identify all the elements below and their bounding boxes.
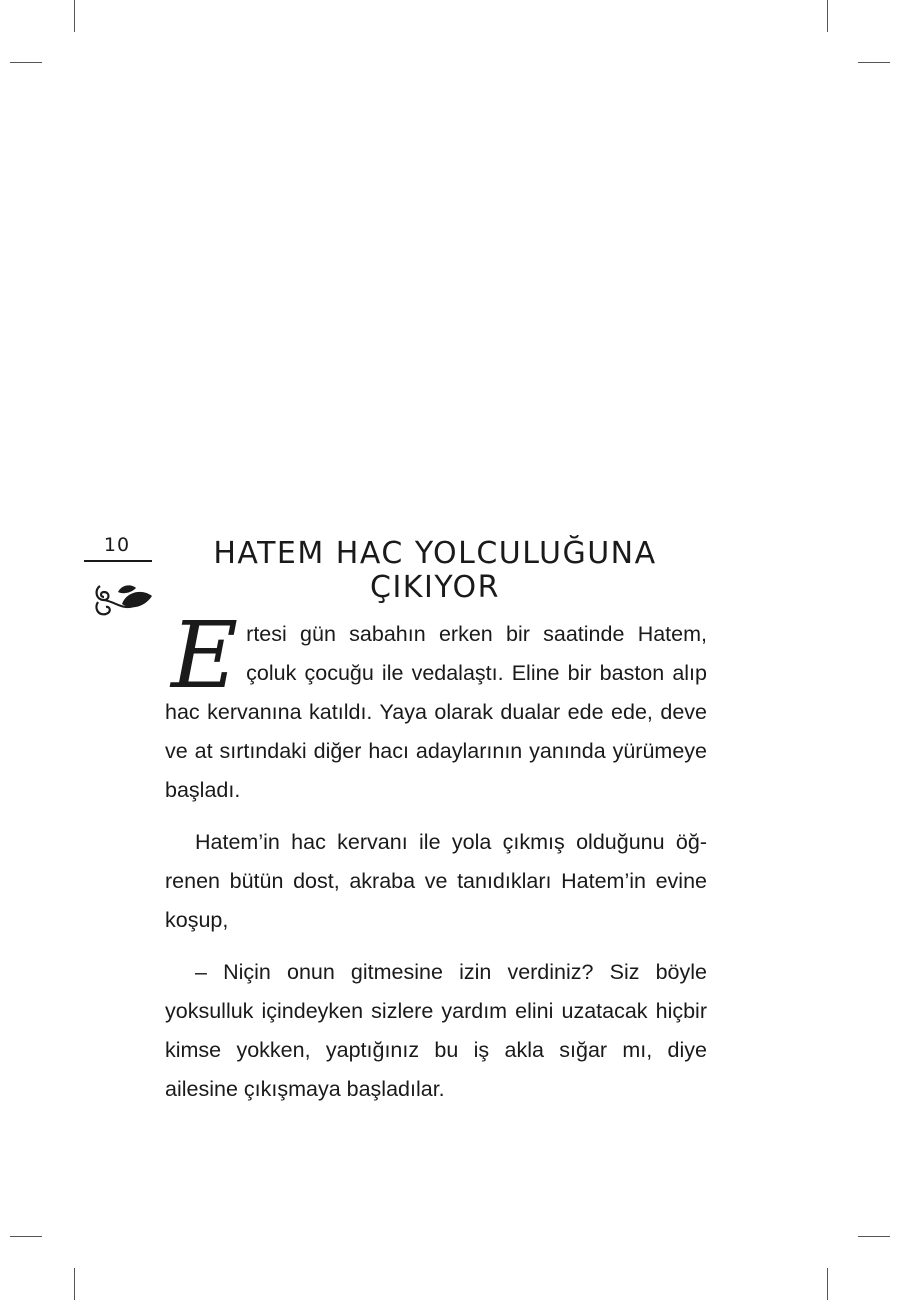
chapter-title-line-1: HATEM HAC YOLCULUĞUNA xyxy=(213,536,657,571)
crop-mark-bottom-right-vertical xyxy=(827,1268,828,1300)
chapter-title xyxy=(165,537,705,605)
crop-mark-top-right-vertical xyxy=(827,0,828,32)
page-number-rule xyxy=(84,560,152,562)
paragraph-2: Hatem’in hac kervanı ile yola çıkmış olduğunu öğrenen bütün dost, akraba ve tanıdıkları Hatem’in evine koşup, xyxy=(165,830,707,932)
body-text xyxy=(165,602,707,1122)
crop-mark-bottom-left-vertical xyxy=(74,1268,75,1300)
chapter-title-line-2: ÇIKIYOR xyxy=(370,570,500,605)
crop-mark-bottom-right-horizontal xyxy=(858,1236,890,1237)
crop-mark-top-left-horizontal xyxy=(10,62,42,63)
drop-cap-letter: E xyxy=(171,602,239,709)
floral-ornament-icon xyxy=(92,580,154,620)
crop-mark-bottom-left-horizontal xyxy=(10,1236,42,1237)
crop-mark-top-left-vertical xyxy=(74,0,75,32)
page-number: 10 xyxy=(103,534,131,556)
crop-mark-top-right-horizontal xyxy=(858,62,890,63)
paragraph-3: – Niçin onun gitmesine izin verdiniz? Siz böyle yoksulluk içindeyken sizlere yardım elini uzatacak hiçbir kimse yokken, yaptığınız bu iş akla sığar mı, diye ailesine çıkışmaya başladılar. xyxy=(165,960,707,1101)
paragraph-1 xyxy=(165,602,707,810)
paragraph-1-text: rtesi gün sabahın erken bir saatinde Hatem, çoluk çocuğu ile vedalaştı. Eline bir baston alıp hac kervanına katıldı. Yaya olarak dualar ede ede, deve ve at sırtındaki diğer hacı adaylarının yanında yürümeye başladı. xyxy=(165,622,707,802)
